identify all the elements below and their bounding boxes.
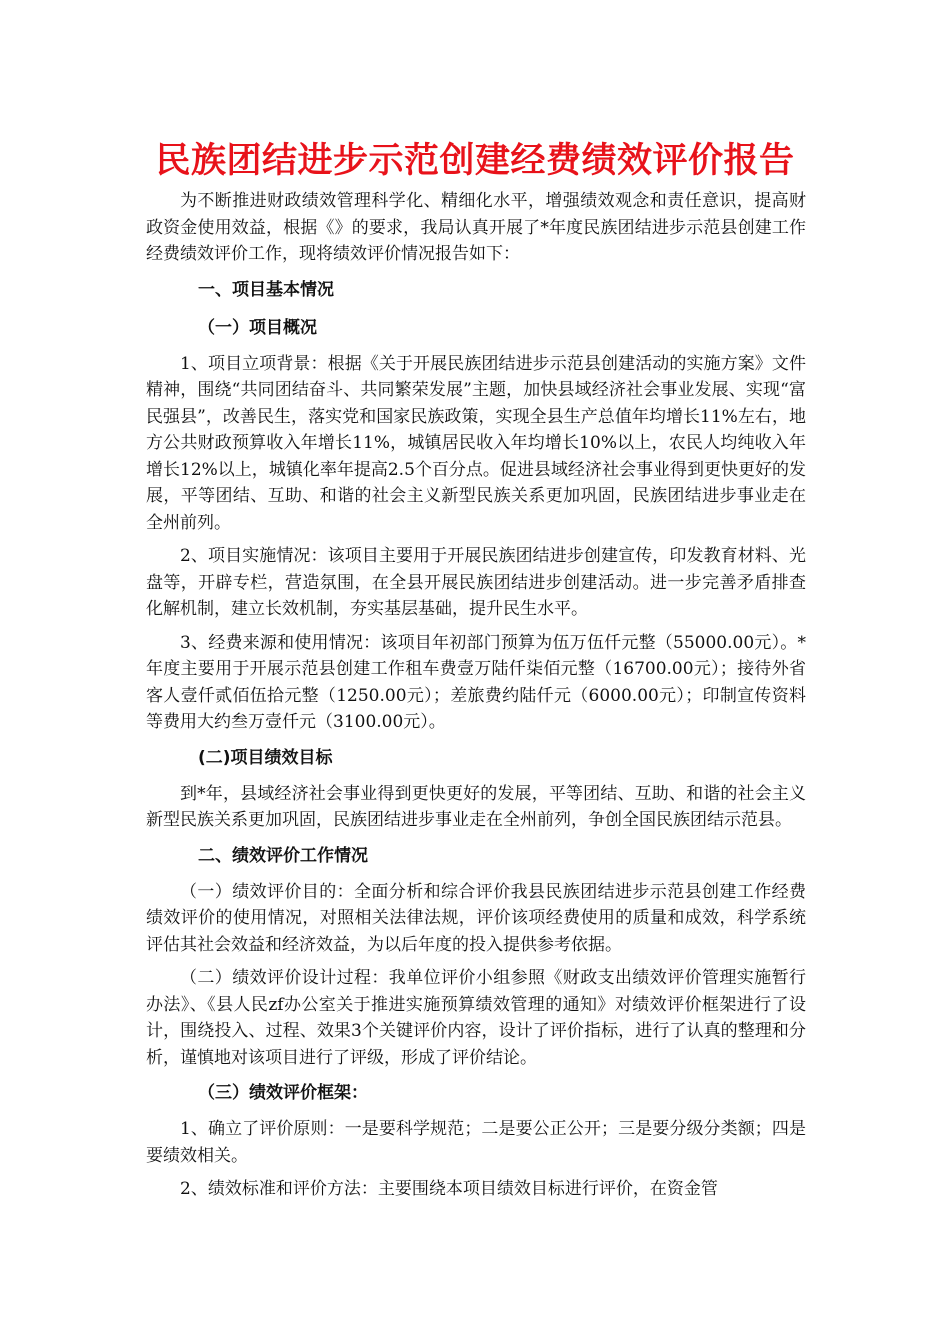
- subsection-heading-overview: （一）项目概况: [198, 317, 317, 338]
- paragraph-project-background: 1、项目立项背景：根据《关于开展民族团结进步示范县创建活动的实施方案》文件精神，围绕“共同团结奋斗、共同繁荣发展”主题，加快县域经济社会事业发展、实现“富民强县”，改善民生，落实党和国家民族政策，实现全县生产总值年均增长11%左右，地方公共财政预算收入年增长11%，城镇居民收入年均增长10%以上，农民人均纯收入年增长12%以上，城镇化率年提高2.5个百分点。促进县域经济社会事业得到更快更好的发展，平等团结、互助、和谐的社会主义新型民族关系更加巩固，民族团结进步事业走在全州前列。: [146, 353, 806, 533]
- paragraph-project-implementation: 2、项目实施情况：该项目主要用于开展民族团结进步创建宣传，印发教育材料、光盘等，开辟专栏，营造氛围，在全县开展民族团结进步创建活动。进一步完善矛盾排查化解机制，建立长效机制，夯实基层基础，提升民生水平。: [146, 546, 806, 619]
- paragraph-performance-goal: 到*年，县域经济社会事业得到更快更好的发展，平等团结、互助、和谐的社会主义新型民族关系更加巩固，民族团结进步事业走在全州前列，争创全国民族团结示范县。: [146, 783, 806, 830]
- paragraph-evaluation-methods: 2、绩效标准和评价方法：主要围绕本项目绩效目标进行评价，在资金管: [180, 1179, 718, 1199]
- paragraph-funding-usage: 3、经费来源和使用情况：该项目年初部门预算为伍万伍仟元整（55000.00元）。*年度主要用于开展示范县创建工作租车费壹万陆仟柒佰元整（16700.00元）；接待外省客人壹仟贰佰伍拾元整（1250.00元）；差旅费约陆仟元（6000.00元）；印制宣传资料等费用大约叁万壹仟元（3100.00元）。: [146, 632, 806, 732]
- section-heading-basic-info: 一、项目基本情况: [198, 279, 334, 300]
- subsection-heading-framework: （三）绩效评价框架：: [198, 1083, 368, 1103]
- document-title: 民族团结进步示范创建经费绩效评价报告: [155, 141, 795, 181]
- intro-paragraph: 为不断推进财政绩效管理科学化、精细化水平，增强绩效观念和责任意识，提高财政资金使用效益，根据《》的要求，我局认真开展了*年度民族团结进步示范县创建工作经费绩效评价工作，现将绩效评价情况报告如下：: [146, 191, 806, 264]
- paragraph-evaluation-principles: 1、确立了评价原则：一是要科学规范；二是要公正公开；三是要分级分类额；四是要绩效相关。: [146, 1119, 806, 1166]
- paragraph-evaluation-purpose: （一）绩效评价目的：全面分析和综合评价我县民族团结进步示范县创建工作经费绩效评价的使用情况，对照相关法律法规，评价该项经费使用的质量和成效，科学系统评估其社会效益和经济效益，为以后年度的投入提供参考依据。: [146, 881, 806, 955]
- section-heading-evaluation-work: 二、绩效评价工作情况: [198, 845, 368, 866]
- paragraph-evaluation-design: （二）绩效评价设计过程：我单位评价小组参照《财政支出绩效评价管理实施暂行办法》、《县人民zf办公室关于推进实施预算绩效管理的通知》对绩效评价框架进行了设计，围绕投入、过程、效果3个关键评价内容，设计了评价指标，进行了认真的整理和分析，谨慎地对该项目进行了评级，形成了评价结论。: [146, 968, 806, 1068]
- subsection-heading-performance-goal: (二)项目绩效目标: [198, 747, 333, 768]
- document-body: [146, 188, 806, 1210]
